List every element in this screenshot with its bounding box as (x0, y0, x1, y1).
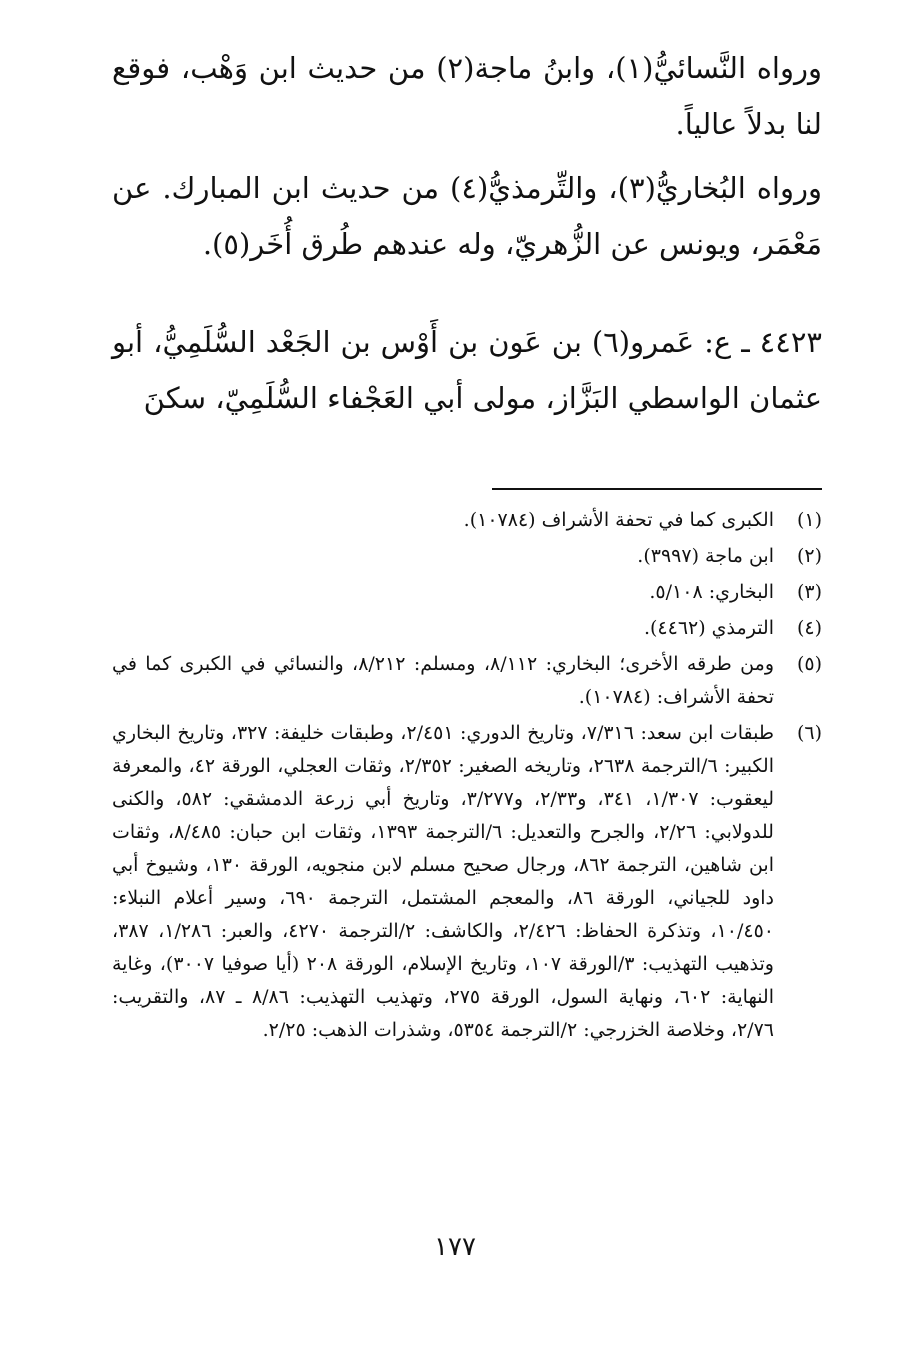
footnote-item (112, 648, 822, 714)
entry-spacer (112, 272, 822, 314)
footnote-item (112, 612, 822, 645)
footnote-item (112, 576, 822, 609)
footnote-number: (٣) (796, 581, 822, 603)
page-number: ١٧٧ (434, 1232, 476, 1262)
entry-heading-paragraph: ٤٤٢٣ ـ ع: عَمرو(٦) بن عَون بن أَوْس بن الجَعْد السُّلَمِيُّ، أبو عثمان الواسطي البَزَّاز، مولى أبي العَجْفاء السُّلَمِيّ، سكنَ (112, 325, 822, 415)
footnote-item (112, 717, 822, 1047)
footnotes (112, 504, 822, 1050)
footnote-separator (492, 488, 822, 490)
footnote-number: (٢) (796, 545, 822, 567)
footnote-number: (٤) (796, 617, 822, 639)
body-paragraph-2: ورواه البُخاريُّ(٣)، والتِّرمذيُّ(٤) من حديث ابن المبارك. عن مَعْمَر، ويونس عن الزُّهريّ، وله عندهم طُرق أُخَر(٥). (112, 171, 822, 261)
footnote-item (112, 504, 822, 537)
footnote-text: ومن طرقه الأخرى؛ البخاري: ٨/١١٢، ومسلم: ٨/٢١٢، والنسائي في الكبرى كما في تحفة الأشراف: (١٠٧٨٤). (112, 653, 774, 708)
footnote-number: (١) (796, 509, 822, 531)
footnote-text: الترمذي (٤٤٦٢). (643, 617, 774, 639)
footnote-text: طبقات ابن سعد: ٧/٣١٦، وتاريخ الدوري: ٢/٤٥١، وطبقات خليفة: ٣٢٧، وتاريخ البخاري الكبير: ٦/الترجمة ٢٦٣٨، وتاريخه الصغير: ٢/٣٥٢، وثقات العجلي، الورقة ٤٢، والمعرفة ليعقوب: ١/٣٠٧، ٣٤١، و٢/٣٣، و٣/٢٧٧، وتاريخ أبي زرعة الدمشقي: ٥٨٢، والكنى للدولابي: ٢/٢٦، والجرح والتعديل: ٦/الترجمة ١٣٩٣، وثقات ابن حبان: ٨/٤٨٥، وثقات ابن شاهين، الترجمة ٨٦٢، ورجال صحيح مسلم لابن منجويه، الورقة ١٣٠، وشيوخ أبي داود للجياني، الورقة ٨٦، والمعجم المشتمل، الترجمة ٦٩٠، وسير أعلام النبلاء: ١٠/٤٥٠، وتذكرة الحفاظ: ٢/٤٢٦، والكاشف: ٢/الترجمة ٤٢٧٠، والعبر: ١/٢٨٦، ٣٨٧، وتذهيب التهذيب: ٣/الورقة ١٠٧، وتاريخ الإسلام، الورقة ٢٠٨ (أيا صوفيا ٣٠٠٧)، وغاية النهاية: ٦٠٢، ونهاية السول، الورقة ٢٧٥، وتهذيب التهذيب: ٨/٨٦ ـ ٨٧، والتقريب: ٢/٧٦، وخلاصة الخزرجي: ٢/الترجمة ٥٣٥٤، وشذرات الذهب: ٢/٢٥. (112, 722, 775, 1041)
body-paragraph-1: ورواه النَّسائيُّ(١)، وابنُ ماجة(٢) من حديث ابن وَهْب، فوقع لنا بدلاً عالياً. (112, 51, 822, 141)
footnote-text: ابن ماجة (٣٩٩٧). (637, 545, 774, 567)
footnote-number: (٥) (796, 653, 822, 675)
paragraph-spacer (112, 152, 822, 160)
footnote-number: (٦) (796, 722, 822, 744)
footnote-text: الكبرى كما في تحفة الأشراف (١٠٧٨٤). (463, 509, 774, 531)
footnote-item (112, 540, 822, 573)
footnote-text: البخاري: ٥/١٠٨. (649, 581, 774, 603)
main-text (112, 40, 822, 426)
